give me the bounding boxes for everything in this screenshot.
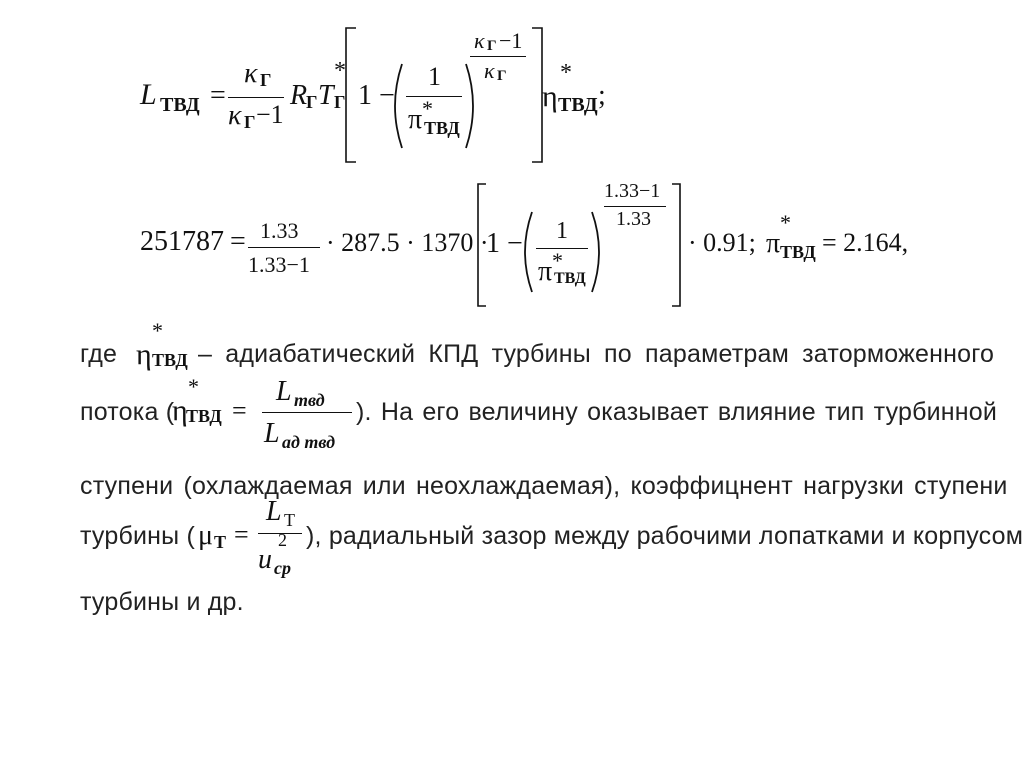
line2-numerator-symbol: L <box>276 376 292 407</box>
line2-fraction-bar <box>262 412 352 413</box>
formula-terminator: ; <box>598 80 606 111</box>
line4-denominator-symbol: u <box>258 544 272 575</box>
line2-eta-subscript: ТВД <box>186 406 222 426</box>
inner-denominator-pi: π <box>408 104 423 135</box>
fraction-denominator-subscript: Г <box>244 112 256 132</box>
formula-equals: = <box>210 80 226 111</box>
line4-equals: = <box>234 520 249 549</box>
fraction-denominator: κ <box>228 100 242 131</box>
temperature-symbol: T <box>318 80 334 111</box>
fraction-numerator-subscript: Г <box>260 70 272 90</box>
numeric-equals: = <box>230 226 246 257</box>
fraction-denominator-tail: −1 <box>256 100 284 129</box>
numeric-multipliers: · 287.5 · 1370 · <box>326 228 489 257</box>
numeric-pi-superscript: * <box>780 210 791 235</box>
line4-prefix: турбины ( <box>80 522 195 550</box>
exponent-numerator-subscript: Г <box>487 38 497 54</box>
line4-mu-symbol: μ <box>198 520 214 551</box>
numeric-efficiency-value: · 0.91; <box>688 228 756 257</box>
exponent-numerator: κ <box>474 28 485 53</box>
exponent-numerator-tail: −1 <box>499 28 523 53</box>
numeric-pi-subscript: ТВД <box>780 242 816 262</box>
line1-eta-superscript: * <box>152 318 163 343</box>
line4-denominator-subscript: ср <box>274 558 291 578</box>
exponent-denominator-subscript: Г <box>497 68 507 84</box>
line4-text: ), радиальный зазор между рабочими лопатками и корпусом <box>306 522 1024 550</box>
line3-text: ступени (охлаждаемая или неохлаждаемая), коэффицнент нагрузки ступени <box>80 472 1008 500</box>
line2-eta-superscript: * <box>188 374 199 399</box>
numeric-bracket-one-minus: 1 − <box>486 228 523 259</box>
numeric-lhs-value: 251787 <box>140 226 224 257</box>
exponent-denominator: κ <box>484 58 495 83</box>
numeric-exponent-denominator: 1.33 <box>616 208 651 230</box>
line1-eta-symbol: η <box>136 338 152 371</box>
line2-prefix: потока ( <box>80 398 175 426</box>
fraction-numerator: κ <box>244 58 258 89</box>
line2-denominator-symbol: L <box>264 418 280 449</box>
inner-denominator-superscript: * <box>422 96 433 121</box>
numeric-inner-numerator: 1 <box>556 218 568 244</box>
gas-constant-symbol: R <box>290 80 308 111</box>
numeric-inner-denominator-pi: π <box>538 256 553 287</box>
line1-eta-subscript: ТВД <box>152 350 188 370</box>
gas-constant-subscript: Г <box>306 92 318 112</box>
inner-numerator: 1 <box>428 62 441 91</box>
line2-text: ). На его величину оказывает влияние тип турбинной <box>356 398 998 426</box>
line2-denominator-subscript: ад твд <box>282 432 336 452</box>
efficiency-subscript: ТВД <box>558 94 598 116</box>
numeric-exponent-numerator: 1.33−1 <box>604 180 661 202</box>
numeric-result: = 2.164, <box>822 228 909 257</box>
numeric-fraction-denominator: 1.33−1 <box>248 252 310 277</box>
bracket-one-minus: 1 − <box>358 80 395 111</box>
numeric-fraction-numerator: 1.33 <box>260 218 299 243</box>
line4-mu-subscript: T <box>214 532 227 552</box>
numeric-inner-denominator-superscript: * <box>552 248 563 273</box>
line2-numerator-subscript: твд <box>294 390 325 410</box>
line4-numerator-symbol: L <box>266 496 282 527</box>
line2-equals: = <box>232 396 247 425</box>
numeric-pi-symbol: π <box>766 228 781 259</box>
formula-lhs-symbol: L <box>140 78 157 111</box>
line1-text: – адиабатический КПД турбины по параметрам заторможенного <box>198 340 995 368</box>
temperature-subscript: Г <box>334 92 346 112</box>
inner-denominator-subscript: ТВД <box>424 118 460 138</box>
line1-prefix: где <box>80 340 118 368</box>
temperature-superscript: * <box>334 58 346 84</box>
line4-numerator-subscript: T <box>284 510 295 530</box>
efficiency-symbol: η <box>542 80 558 113</box>
line5-text: турбины и др. <box>80 588 244 616</box>
line4-denominator-superscript: 2 <box>278 530 287 550</box>
line2-eta-symbol: η <box>172 394 188 427</box>
formula-lhs-subscript: ТВД <box>160 94 200 116</box>
numeric-inner-denominator-subscript: ТВД <box>554 270 586 287</box>
efficiency-superscript: * <box>560 60 572 86</box>
